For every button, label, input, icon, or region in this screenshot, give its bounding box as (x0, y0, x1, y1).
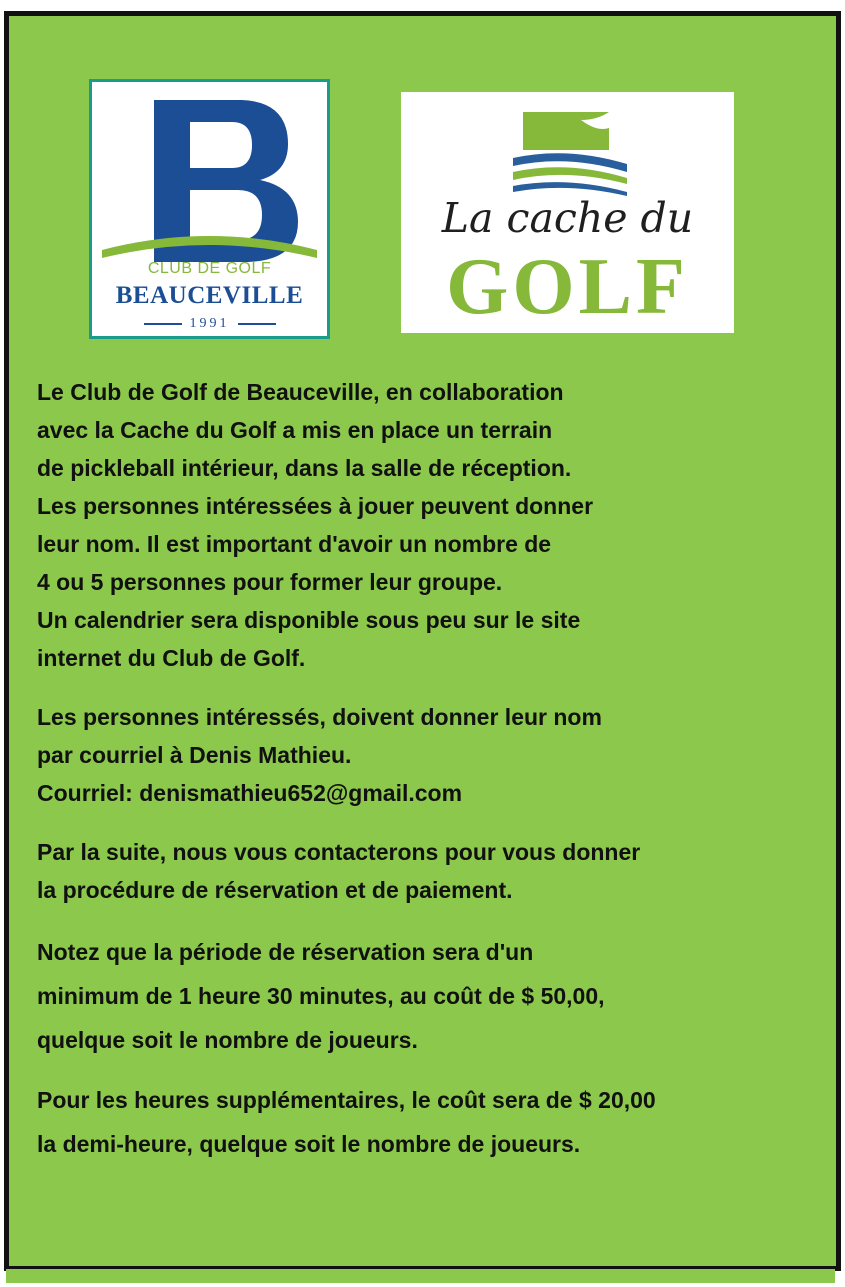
text-line: Un calendrier sera disponible sous peu sur le site (37, 607, 581, 633)
paragraph-pricing (37, 930, 827, 1062)
text-line: la demi-heure, quelque soit le nombre de joueurs. (37, 1131, 581, 1157)
cache-title-line2: GOLF (446, 243, 689, 331)
text-line: par courriel à Denis Mathieu. (37, 742, 352, 768)
bottom-strip (6, 1269, 835, 1283)
text-line: Par la suite, nous vous contacterons pour vous donner (37, 839, 641, 865)
paragraph-procedure (37, 833, 827, 909)
text-line: Le Club de Golf de Beauceville, en collaboration (37, 379, 564, 405)
paragraph-intro (37, 373, 827, 677)
text-line: Les personnes intéressées à jouer peuvent donner (37, 493, 594, 519)
beauceville-year: 1991 (92, 316, 327, 332)
text-line: 4 ou 5 personnes pour former leur groupe. (37, 569, 503, 595)
beauceville-logo (89, 79, 330, 339)
announcement-text (37, 373, 827, 1166)
paragraph-extra-hours (37, 1078, 827, 1166)
text-line: Pour les heures supplémentaires, le coût sera de $ 20,00 (37, 1087, 656, 1113)
cache-title-line1: La cache du (441, 194, 694, 242)
text-line: Les personnes intéressés, doivent donner leur nom (37, 704, 602, 730)
beauceville-name: BEAUCEVILLE (115, 282, 304, 309)
text-line: leur nom. Il est important d'avoir un nombre de (37, 531, 552, 557)
paragraph-contact (37, 698, 827, 812)
text-line: avec la Cache du Golf a mis en place un terrain (37, 417, 553, 443)
text-line: Notez que la période de réservation sera d'un (37, 939, 534, 965)
beauceville-subtitle: CLUB DE GOLF (147, 260, 272, 277)
poster-panel (4, 11, 841, 1271)
text-line: la procédure de réservation et de paiement. (37, 877, 513, 903)
text-line: de pickleball intérieur, dans la salle de réception. (37, 455, 572, 481)
text-line: quelque soit le nombre de joueurs. (37, 1027, 418, 1053)
cache-du-golf-logo (401, 92, 734, 333)
text-line: minimum de 1 heure 30 minutes, au coût de $ 50,00, (37, 983, 605, 1009)
text-line: internet du Club de Golf. (37, 645, 306, 671)
contact-email: Courriel: denismathieu652@gmail.com (37, 780, 463, 806)
